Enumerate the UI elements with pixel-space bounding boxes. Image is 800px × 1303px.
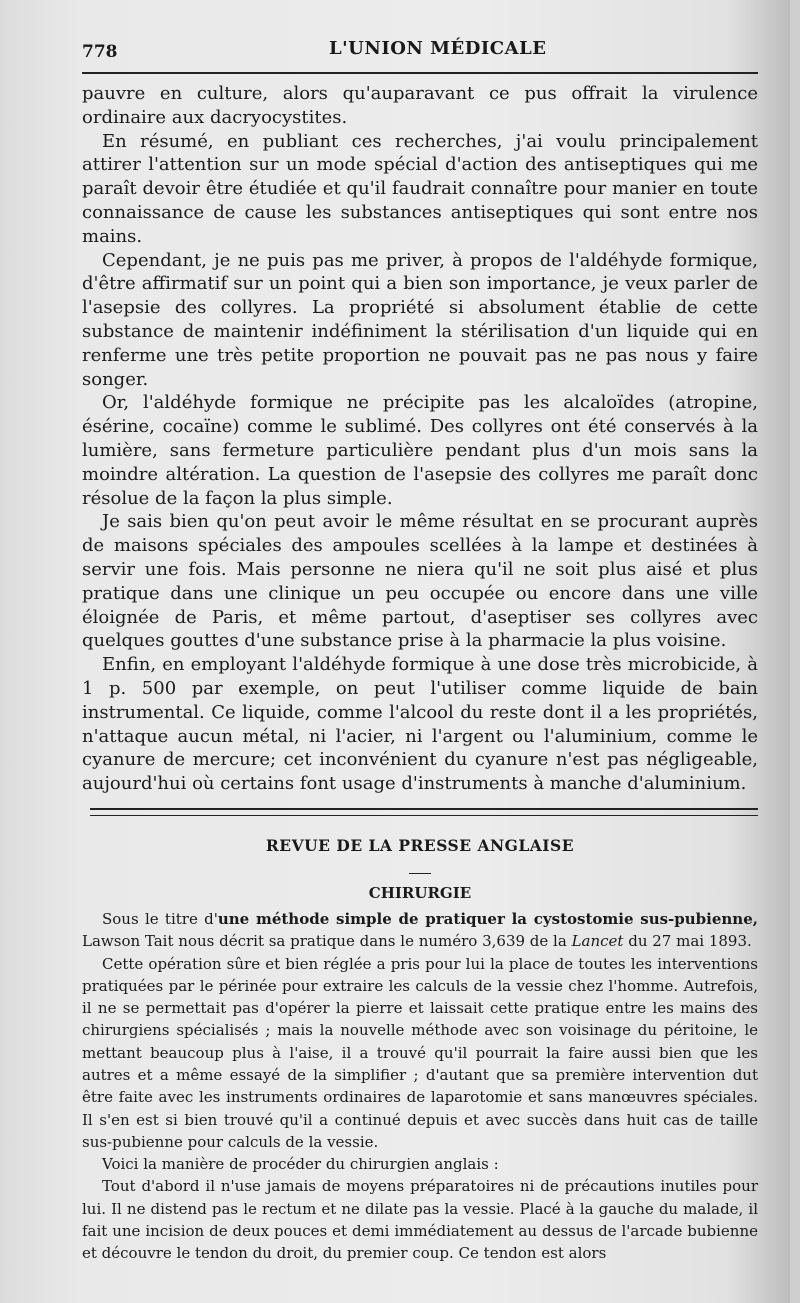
- paragraph-2: En résumé, en publiant ces recherches, j'ai voulu principalement attirer l'attention sur un mode spécial d'action des antiseptiques qui me paraît devoir être étudiée et qu'il faudrait connaître pour manier en toute connaissance de cause les substances antiseptiques qui sont entre nos mains.: [82, 130, 758, 247]
- article-title: une méthode simple de pratiquer la cystostomie sus-pubienne,: [217, 909, 758, 928]
- review-text-run: Sous le titre d': [102, 909, 218, 928]
- review-paragraph-2: Cette opération sûre et bien réglée a pris pour lui la place de toutes les interventions pratiquées par le périnée pour extraire les calculs de la vessie chez l'homme. Autrefois, il ne se permettait pas d'opérer la pierre et laissait cette pratique entre les mains des chirurgiens spécialisés ; mais la nouvelle méthode avec son voisinage du péritoine, le mettant beaucoup plus à l'aise, il a trouvé qu'il pourrait la faire aussi bien que les autres et a même essayé de la simplifier ; d'autant que sa première intervention dut être faite avec les instruments ordinaires de laparotomie et sans manœuvres spéciales. Il s'en est si bien trouvé qu'il a continué depuis et avec succès dans huit cas de taille sus-pubienne pour calculs de la vessie.: [82, 954, 758, 1151]
- main-text: [82, 82, 758, 796]
- paragraph-6: Enfin, en employant l'aldéhyde formique à une dose très microbicide, à 1 p. 500 par exemple, on peut l'utiliser comme liquide de bain instrumental. Ce liquide, comme l'alcool du reste dont il a les propriétés, n'attaque aucun métal, ni l'acier, ni l'argent ou l'aluminium, comme le cyanure de mercure; cet inconvénient du cyanure n'est pas négligeable, aujourd'hui où certains font usage d'instruments à manche d'aluminium.: [82, 654, 758, 795]
- review-text-run: Lawson Tait nous décrit sa pratique dans le numéro 3,639 de la: [82, 932, 572, 951]
- heading-dash: [409, 873, 431, 874]
- section-divider: [90, 808, 758, 816]
- review-paragraph-4: Tout d'abord il n'use jamais de moyens préparatoires ni de précautions inutiles pour lui. Il ne distend pas le rectum et ne dilate pas la vessie. Placé à la gauche du malade, il fait une incision de deux pouces et demi immédiatement au dessus de l'arcade bubienne et découvre le tendon du droit, du premier coup. Ce tendon est alors: [82, 1177, 758, 1263]
- review-text: [82, 908, 758, 1265]
- paragraph-1: pauvre en culture, alors qu'auparavant ce pus offrait la virulence ordinaire aux dacryocystites.: [82, 83, 758, 128]
- paragraph-3: Cependant, je ne puis pas me priver, à propos de l'aldéhyde formique, d'être affirmatif sur un point qui a bien son importance, je veux parler de l'asepsie des collyres. La propriété si absolument établie de cette substance de maintenir indéfiniment la stérilisation d'un liquide qui en renferme une très petite proportion ne pouvait pas ne pas nous y faire songer.: [82, 249, 758, 390]
- review-paragraph-1: [82, 908, 758, 953]
- paragraph-4: Or, l'aldéhyde formique ne précipite pas les alcaloïdes (atropine, ésérine, cocaïne) comme le sublimé. Des collyres ont été conservés à la lumière, sans fermeture particulière pendant plus d'un mois sans la moindre altération. La question de l'asepsie des collyres me paraît donc résolue de la façon la plus simple.: [82, 392, 758, 509]
- section-heading: REVUE DE LA PRESSE ANGLAISE: [265, 835, 575, 855]
- header-rule: [82, 72, 758, 74]
- running-title: L'UNION MÉDICALE: [329, 38, 547, 59]
- sub-heading: CHIRURGIE: [368, 883, 472, 902]
- page-number: 778: [82, 42, 118, 62]
- review-text-run: du 27 mai 1893.: [623, 932, 752, 951]
- paragraph-5: Je sais bien qu'on peut avoir le même résultat en se procurant auprès de maisons spéciales des ampoules scellées à la lampe et destinées à servir une fois. Mais personne ne niera qu'il ne soit plus aisé et plus pratique dans une clinique un peu occupée ou encore dans une ville éloignée de Paris, et même partout, d'aseptiser ses collyres avec quelques gouttes d'une substance prise à la pharmacie la plus voisine.: [82, 511, 758, 652]
- review-paragraph-3: Voici la manière de procéder du chirurgien anglais :: [102, 1155, 499, 1174]
- journal-name: Lancet: [571, 932, 624, 951]
- page-header: [82, 28, 758, 68]
